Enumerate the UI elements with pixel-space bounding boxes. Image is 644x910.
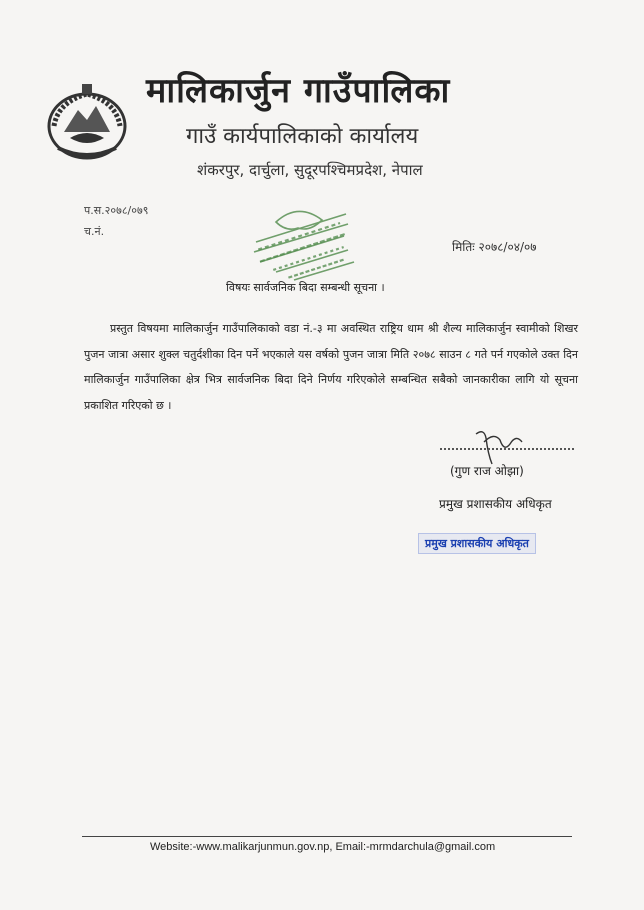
org-name: मालिकार्जुन गाउँपालिका	[146, 71, 451, 111]
office-seal	[236, 192, 366, 282]
footer-divider	[82, 836, 572, 837]
footer-contact: Website:-www.malikarjunmun.gov.np, Email:-mrmdarchula@gmail.com	[150, 841, 496, 853]
signatory-name: (गुण राज ओझा)	[450, 464, 524, 478]
nepal-emblem-icon	[44, 82, 130, 162]
reference-number: प.स.२०७८/०७९	[84, 204, 149, 217]
signatory-title: प्रमुख प्रशासकीय अधिकृत	[439, 497, 552, 511]
office-address: शंकरपुर, दार्चुला, सुदूरपश्चिमप्रदेश, नेपाल	[197, 161, 423, 179]
letter-subject: विषयः सार्वजनिक बिदा सम्बन्धी सूचना ।	[226, 281, 385, 294]
letter-date: मितिः २०७८/०४/०७	[452, 240, 537, 254]
dispatch-number: च.नं.	[84, 225, 105, 238]
letter-body: प्रस्तुत विषयमा मालिकार्जुन गाउँपालिकाको वडा नं.-३ मा अवस्थित राष्ट्रिय धाम श्री शैल्य मालिकार्जुन स्वामीको शिखर पुजन जात्रा असार शुक्ल चतुर्दशीका दिन पर्ने भएकाले यस वर्षको पुजन जात्रा मिति २०७८ साउन ८ गते पर्न गएकोले उक्त दिन मालिकार्जुन गाउँपालिका क्षेत्र भित्र सार्वजनिक बिदा दिने निर्णय गरिएकोले सम्बन्धित सबैको जानकारीका लागि यो सूचना प्रकाशित गरिएको छ ।	[84, 322, 578, 412]
office-name: गाउँ कार्यपालिकाको कार्यालय	[186, 124, 419, 149]
designation-stamp: प्रमुख प्रशासकीय अधिकृत	[418, 533, 536, 554]
signature-line	[440, 448, 574, 450]
